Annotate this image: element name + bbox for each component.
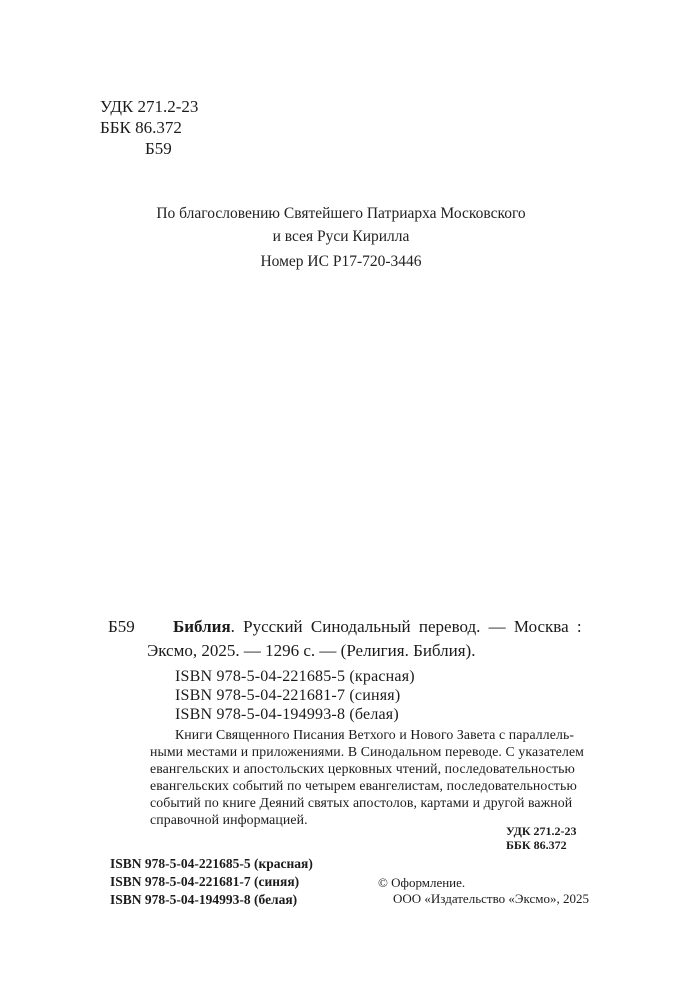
annotation-line: Книги Священного Писания Ветхого и Нового Завета с параллель- [175, 727, 575, 742]
annotation-line: евангельских и апостольских церковных чтений, последовательностью [150, 761, 575, 776]
catalog-entry-line-2: Эксмо, 2025. — 1296 с. — (Религия. Библия). [147, 641, 476, 660]
copyright-publisher: ООО «Издательство «Эксмо», 2025 [393, 891, 589, 906]
bbk-top-code: ББК 86.372 [100, 118, 182, 137]
annotation-line: событий по книге Деяний святых апостолов, картами и другой важной [150, 795, 573, 810]
copyright-design: © Оформление. [378, 875, 466, 890]
imprimatur-number: Номер ИС Р17-720-3446 [260, 253, 422, 270]
blessing-line-2: и всея Руси Кирилла [272, 228, 410, 245]
catalog-entry-line-1 [173, 617, 582, 637]
udk-top-code: УДК 271.2-23 [100, 97, 199, 116]
bbk-bottom-code: ББК 86.372 [506, 838, 567, 852]
annotation-line: евангельских событий по четырем евангелистам, последовательностью [150, 778, 577, 793]
author-sign-top: Б59 [145, 139, 172, 158]
catalog-entry-sign: Б59 [108, 617, 135, 636]
annotation-line: справочной информацией. [150, 812, 308, 827]
footer-isbn-line: ISBN 978-5-04-221681-7 (синяя) [110, 874, 300, 889]
footer-isbn-line: ISBN 978-5-04-194993-8 (белая) [110, 892, 298, 907]
blessing-line-1: По благословению Святейшего Патриарха Московского [156, 205, 526, 222]
annotation-line: ными местами и приложениями. В Синодальном переводе. С указателем [150, 744, 584, 759]
isbn-line: ISBN 978-5-04-221681-7 (синяя) [175, 687, 401, 704]
isbn-line: ISBN 978-5-04-194993-8 (белая) [175, 706, 399, 723]
footer-isbn-line: ISBN 978-5-04-221685-5 (красная) [110, 856, 313, 871]
book-title: Библия [173, 617, 231, 636]
udk-bottom-code: УДК 271.2-23 [506, 824, 577, 838]
catalog-entry-line-1-rest: . Русский Синодальный перевод. — Москва : [230, 617, 582, 636]
isbn-line: ISBN 978-5-04-221685-5 (красная) [175, 668, 415, 685]
